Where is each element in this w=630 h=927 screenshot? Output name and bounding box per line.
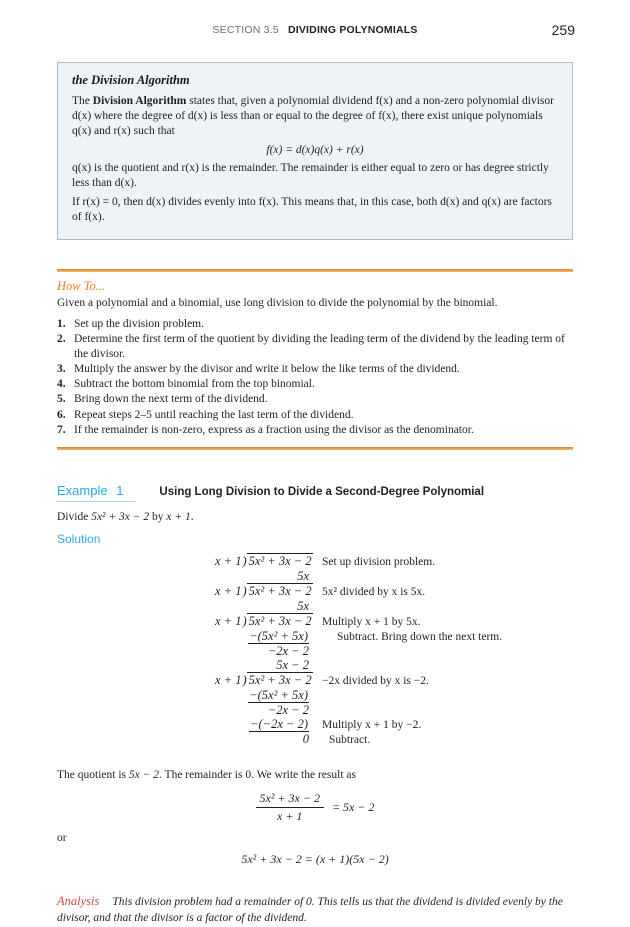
division-dividend: 5x² + 3x − 2	[248, 672, 312, 687]
definition-p1-prefix: The	[72, 95, 93, 107]
division-dividend: 5x² + 3x − 2	[248, 553, 312, 568]
example-title: Using Long Division to Divide a Second-Degree Polynomial	[159, 485, 485, 498]
result-sentence	[57, 769, 573, 781]
division-divisor: x + 1	[215, 583, 242, 598]
result-prefix: The quotient is	[57, 768, 129, 781]
division-note: −2x divided by x is −2.	[322, 674, 429, 687]
orange-rule-bottom	[57, 447, 573, 450]
quotient-full: 5x − 2	[276, 657, 309, 672]
running-head	[57, 24, 573, 36]
division-note: Multiply x + 1 by 5x.	[322, 615, 421, 628]
division-divisor: x + 1	[215, 672, 242, 687]
subtraction-term	[215, 688, 324, 703]
subtraction-term-text: −(5x² + 5x)	[249, 687, 308, 702]
long-division-row	[215, 688, 573, 703]
how-to-step: Determine the first term of the quotient by dividing the leading term of the dividend by the leading term of the divisor.	[74, 332, 565, 360]
problem-dividend: 5x² + 3x − 2	[91, 510, 150, 523]
quotient-partial: 5x	[297, 568, 309, 583]
orange-rule-top	[57, 269, 573, 272]
how-to-section	[57, 262, 573, 460]
result-fraction-equation	[57, 791, 573, 824]
result-quotient: 5x − 2	[128, 768, 159, 781]
definition-p1-rest: states that, given a polynomial dividend f(x) and a non-zero polynomial divisor d(x) where the degree of d(x) is less than or equal to the degree of f(x), there exist unique polynomials q(x) and r(x) such that	[72, 95, 554, 137]
long-division-row	[215, 629, 573, 644]
page-number: 259	[551, 22, 575, 38]
problem-divisor: x + 1	[166, 510, 191, 523]
analysis-label: Analysis	[57, 893, 100, 908]
or-connector: or	[57, 831, 67, 844]
subtraction-term	[215, 717, 309, 732]
fraction-numerator: 5x² + 3x − 2	[256, 791, 324, 808]
fraction-denominator: x + 1	[277, 808, 303, 823]
long-division-row	[215, 569, 573, 583]
fraction-rhs: = 5x − 2	[331, 799, 375, 814]
definition-p1-bold-term: Division Algorithm	[92, 95, 187, 107]
analysis-text: This division problem had a remainder of 0. This tells us that the dividend is divided evenly by the divisor, and that the divisor is a factor of the dividend.	[57, 895, 563, 925]
solution-label: Solution	[57, 531, 101, 546]
zero-remainder: 0	[302, 731, 309, 746]
division-algorithm-formula: f(x) = d(x)q(x) + r(x)	[266, 143, 364, 156]
division-bracket: )	[242, 583, 247, 598]
long-division-row	[215, 553, 573, 569]
section-label: SECTION 3.5	[212, 24, 279, 36]
how-to-step: Subtract the bottom binomial from the top binomial.	[74, 378, 315, 391]
long-division-row	[215, 658, 573, 672]
division-divisor: x + 1	[215, 613, 242, 628]
division-note: Multiply x + 1 by −2.	[322, 718, 422, 731]
problem-suffix: .	[190, 510, 194, 523]
subtraction-term	[215, 629, 324, 644]
problem-prefix: Divide	[57, 510, 92, 523]
long-division-row	[215, 644, 573, 658]
subtraction-term-text: −(5x² + 5x)	[249, 628, 308, 643]
problem-mid: by	[149, 510, 167, 523]
example-problem	[57, 511, 573, 523]
division-dividend: 5x² + 3x − 2	[248, 613, 312, 628]
division-note: Subtract.	[329, 733, 371, 746]
division-bracket: )	[242, 613, 247, 628]
how-to-label: How To...	[57, 278, 106, 293]
definition-paragraph-1	[72, 94, 558, 139]
example-label: Example 1	[57, 483, 135, 502]
division-expression	[215, 672, 312, 687]
fraction	[256, 791, 324, 824]
definition-box	[57, 62, 573, 240]
long-division-row	[215, 599, 573, 613]
how-to-step: If the remainder is non-zero, express as a fraction using the divisor as the denominator.	[74, 423, 474, 436]
division-note: Set up division problem.	[322, 555, 436, 568]
division-bracket: )	[242, 672, 247, 687]
how-to-step: Repeat steps 2–5 until reaching the last term of the dividend.	[74, 408, 354, 421]
example-section	[57, 482, 573, 927]
remainder-line: −2x − 2	[267, 643, 309, 658]
how-to-steps	[57, 317, 573, 438]
remainder-line: −2x − 2	[267, 702, 309, 717]
how-to-step: Set up the division problem.	[74, 317, 205, 330]
definition-paragraph-3: If r(x) = 0, then d(x) divides evenly into f(x). This means that, in this case, both d(x) and q(x) are factors of f(x).	[72, 195, 552, 223]
example-header	[57, 482, 573, 502]
how-to-step: Multiply the answer by the divisor and write it below the like terms of the dividend.	[74, 363, 460, 376]
how-to-step: Bring down the next term of the dividend.	[74, 393, 268, 406]
section-title: DIVIDING POLYNOMIALS	[287, 24, 418, 36]
division-expression	[215, 553, 312, 568]
definition-paragraph-2: q(x) is the quotient and r(x) is the remainder. The remainder is either equal to zero or has degree strictly less than d(x).	[72, 161, 549, 189]
definition-box-title: the Division Algorithm	[72, 73, 190, 87]
long-division-row	[215, 732, 573, 747]
long-division-row	[215, 583, 573, 599]
division-bracket: )	[242, 553, 247, 568]
long-division-row	[215, 717, 573, 732]
page-header	[57, 24, 573, 40]
analysis-paragraph	[57, 893, 573, 927]
division-divisor: x + 1	[215, 553, 242, 568]
division-dividend: 5x² + 3x − 2	[248, 583, 312, 598]
long-division-row	[215, 672, 573, 688]
factored-equation: 5x² + 3x − 2 = (x + 1)(5x − 2)	[241, 851, 389, 866]
division-expression	[215, 583, 312, 598]
result-rest: . The remainder is 0. We write the result as	[159, 768, 356, 781]
division-note: Subtract. Bring down the next term.	[337, 630, 503, 643]
division-note: 5x² divided by x is 5x.	[322, 585, 426, 598]
division-expression	[215, 613, 312, 628]
long-division-row	[215, 703, 573, 717]
long-division-row	[215, 613, 573, 629]
long-division-work	[215, 553, 573, 747]
how-to-intro: Given a polynomial and a binomial, use long division to divide the polynomial by the binomial.	[57, 296, 498, 309]
quotient-partial: 5x	[297, 598, 309, 613]
subtraction-term-text: −(−2x − 2)	[250, 716, 308, 731]
